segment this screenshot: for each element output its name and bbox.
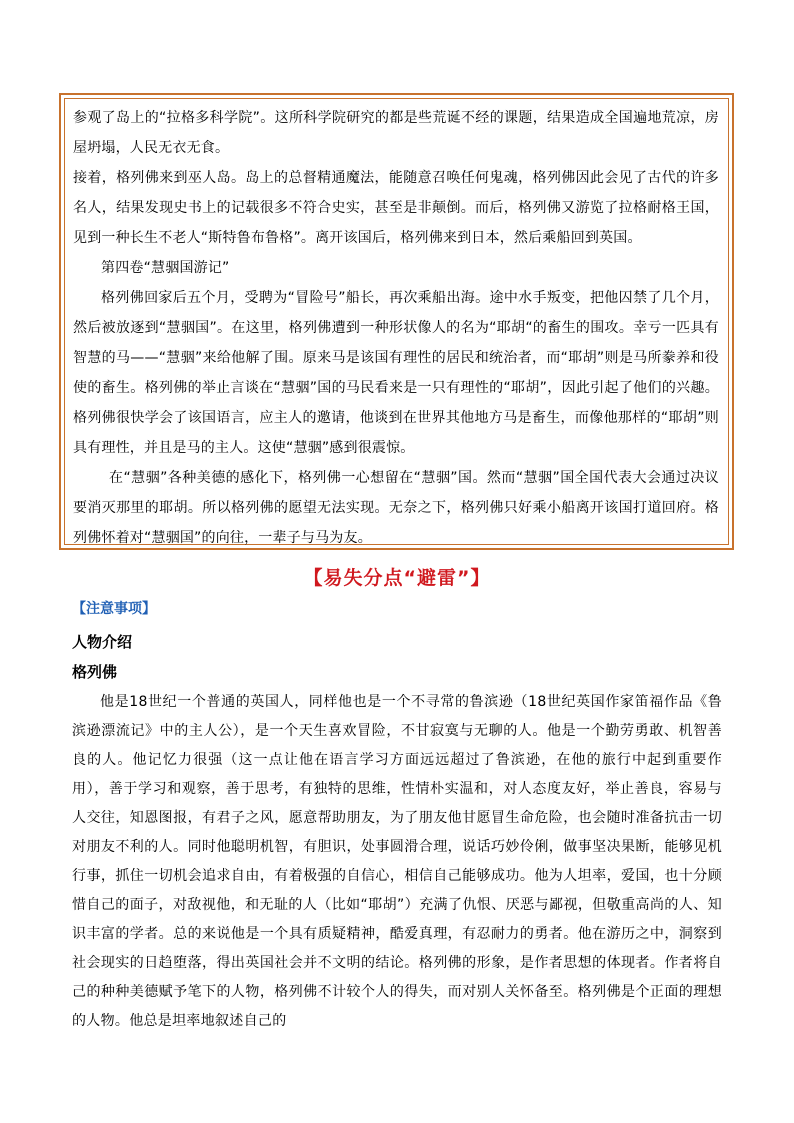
character-intro-heading: 人物介绍 bbox=[72, 633, 133, 651]
passage-paragraph-5: 在“慧骃”各种美德的感化下，格列佛一心想留在“慧骃”国。然而“慧骃”国全国代表大会通过决议要消灭那里的耶胡。所以格列佛的愿望无法实现。无奈之下，格列佛只好乘小船离开该国打道回府。格列佛怀着对“慧骃国”的向往，一辈子与马为友。 bbox=[73, 470, 719, 546]
character-paragraph: 他是18世纪一个普通的英国人，同样他也是一个不寻常的鲁滨逊（18世纪英国作家笛福作品《鲁滨逊漂流记》中的主人公），是一个天生喜欢冒险，不甘寂寞与无聊的人。他是一个勤劳勇敢、机智善良的人。他记忆力很强（这一点让他在语言学习方面远远超过了鲁滨逊，在他的旅行中起到重要作用），善于学习和观察，善于思考，有独特的思维，性情朴实温和，对人态度友好，举止善良，容易与人交往，知恩图报，有君子之风，愿意帮助朋友，为了朋友他甘愿冒生命危险，也会随时准备抗击一切对朋友不利的人。同时他聪明机智，有胆识，处事圆滑合理，说话巧妙伶俐，做事坚决果断，能够见机行事，抓住一切机会追求自由，有着极强的自信心，相信自己能够成功。他为人坦率，爱国，也十分顾惜自己的面子，对敌视他，和无耻的人（比如“耶胡”）充满了仇恨、厌恶与鄙视，但敬重高尚的人、知识丰富的学者。总的来说他是一个具有质疑精神，酷爱真理，有忍耐力的勇者。他在游历之中，洞察到社会现实的日趋堕落，得出英国社会并不文明的结论。格列佛的形象，是作者思想的体现者。作者将自己的种种美德赋予笔下的人物，格列佛不计较个人的得失，而对别人关怀备至。格列佛是个正面的理想的人物。他总是坦率地叙述自己的 bbox=[72, 694, 722, 1029]
passage-paragraph-1: 参观了岛上的“拉格多科学院”。这所科学院研究的都是些荒诞不经的课题，结果造成全国遍地荒凉，房屋坍塌，人民无衣无食。 bbox=[73, 110, 719, 156]
passage-paragraph-2: 接着，格列佛来到巫人岛。岛上的总督精通魔法，能随意召唤任何鬼魂，格列佛因此会见了古代的许多名人，结果发现史书上的记载很多不符合史实，甚至是非颠倒。而后，格列佛又游览了拉格耐格王国，见到一种长生不老人“斯特鲁布鲁格”。离开该国后，格列佛来到日本，然后乘船回到英国。 bbox=[73, 170, 719, 246]
section-heading: 【易失分点“避雷”】 bbox=[303, 567, 491, 589]
passage-text bbox=[73, 103, 719, 553]
character-name-heading: 格列佛 bbox=[72, 663, 118, 681]
volume-four-title: 第四卷“慧骃国游记” bbox=[101, 260, 230, 276]
boxed-passage bbox=[59, 93, 734, 550]
notes-label: 【注意事项】 bbox=[72, 601, 156, 617]
passage-paragraph-4: 格列佛回家后五个月，受聘为“冒险号”船长，再次乘船出海。途中水手叛变，把他囚禁了几个月，然后被放逐到“慧骃国”。在这里，格列佛遭到一种形状像人的名为“耶胡“的畜生的围攻。幸亏一匹具有智慧的马——“慧骃”来给他解了围。原来马是该国有理性的居民和统治者，而“耶胡”则是马所豢养和役使的畜生。格列佛的举止言谈在“慧骃”国的马民看来是一只有理性的“耶胡”，因此引起了他们的兴趣。格列佛很快学会了该国语言，应主人的邀请，他谈到在世界其他地方马是畜生，而像他那样的“耶胡”则具有理性，并且是马的主人。这使“慧骃”感到很震惊。 bbox=[73, 290, 719, 456]
